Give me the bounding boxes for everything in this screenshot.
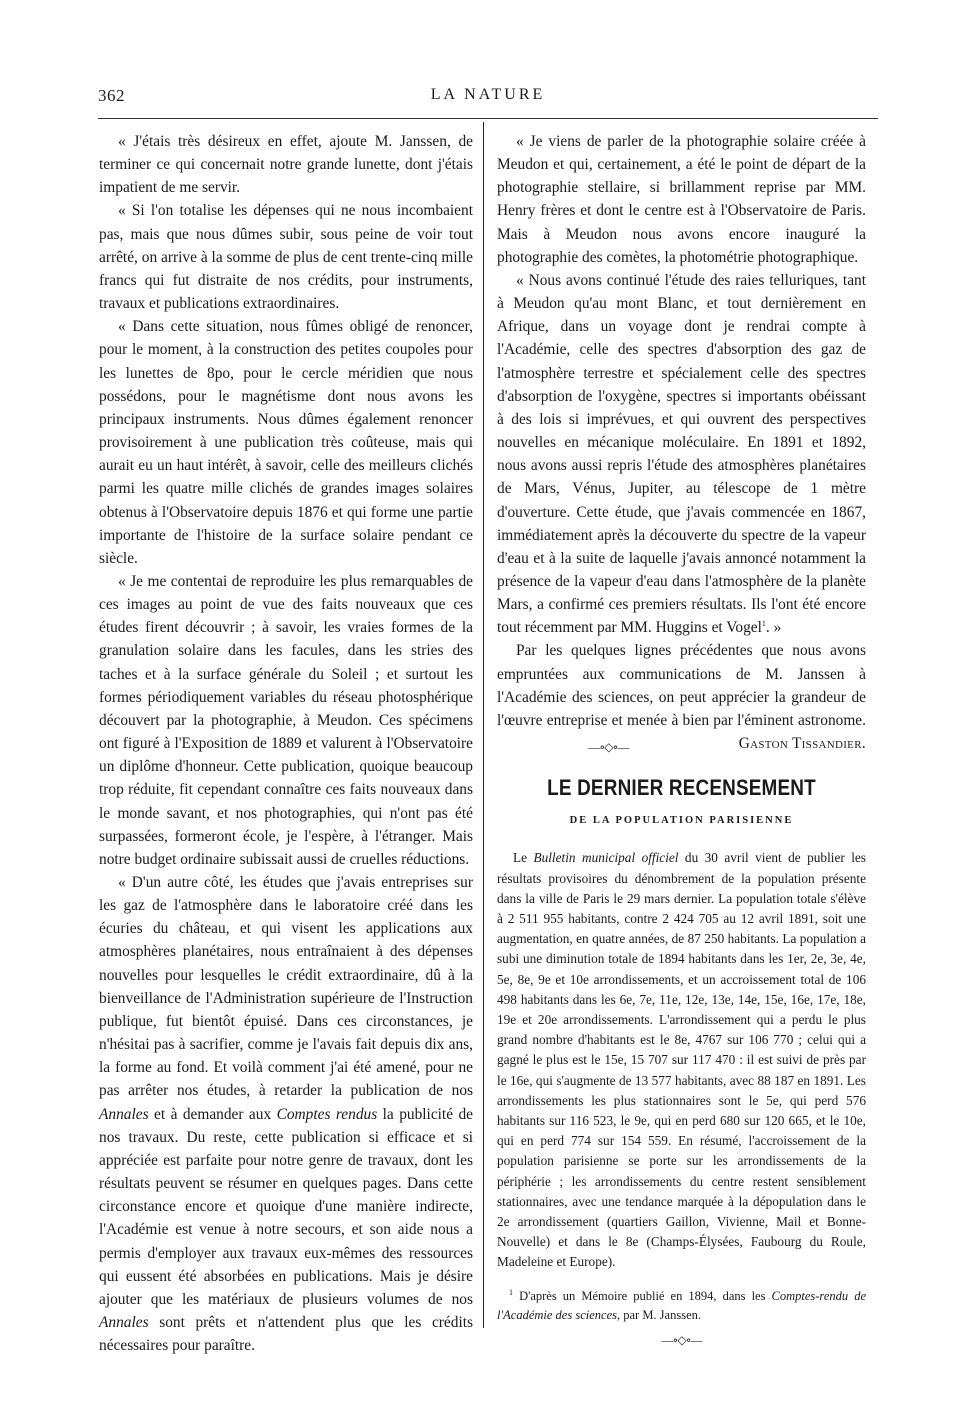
- text-run: . »: [765, 619, 782, 637]
- paragraph: « Je me contentai de reproduire les plus remarquables de ces images au point de vue des faits nouveaux que ces études firent découvrir ; à savoir, les vraies formes de la granulation solaire dans les facules, dans les stries des taches et à la surface générale du Soleil ; et surtout les formes périodiquement variables du réseau photosphérique découvert par la photographie, à Meudon. Ces spécimens ont figuré à l'Exposition de 1889 et valurent à l'Observatoire un diplôme d'honneur. Cette publication, quoique beaucoup trop réduite, fit cependant connaître ces faits nouveaux dans le monde savant, et nos photographies, qui n'ont pas été surpassées, formeront école, je l'espère, à l'étranger. Mais notre budget ordinaire subissait aussi de cruelles réductions.: [99, 572, 473, 868]
- ornament-divider: —∘◇∘—: [661, 1332, 702, 1347]
- footnote-text: [497, 1287, 866, 1325]
- text-run: « Nous avons continué l'étude des raies telluriques, tant à Meudon qu'au mont Blanc, et tout dernièrement en Afrique, dans un voyage dont je rendrai compte à l'Académie, celle des spectres d'absorption des gaz de l'atmosphère terrestre et spécialement celle des spectres d'absorption de l'oxygène, spectres si importants obéissant à des lois si imprévues, et qui ouvrent des perspectives nouvelles en mécanique moléculaire. En 1891 et 1892, nous avons aussi repris l'étude des atmosphères planétaires de Mars, Vénus, Jupiter, au télescope de 1 mètre d'ouverture. Cette étude, que j'avais commencée en 1867, immédiatement après la découverte du spectre de la vapeur d'eau et à la suite de laquelle j'avais annoncé notamment la présence de la vapeur d'eau dans l'atmosphère de la planète Mars, a confirmé ces premiers résultats. Ils l'ont été encore tout récemment par MM. Huggins et Vogel: [497, 271, 866, 637]
- running-title: LA NATURE: [430, 86, 546, 103]
- text-run: sont prêts et n'attendent plus que les crédits nécessaires pour paraître.: [99, 1313, 473, 1355]
- paragraph: « Dans cette situation, nous fûmes obligé de renoncer, pour le moment, à la construction des petites coupoles pour les lunettes de 8po, pour le cercle méridien que nous possédons, pour le magnétisme dont nous avons les principaux instruments. Nous dûmes également renoncer provisoirement à une publication très coûteuse, mais qui aurait eu un haut intérêt, à savoir, celle des meilleurs clichés parmi les quatre mille clichés de grandes images solaires obtenus à l'Observatoire depuis 1876 et qui forme une partie importante de l'histoire de la surface solaire pendant ce siècle.: [99, 318, 473, 567]
- paragraph: [497, 639, 866, 753]
- article-body: [497, 848, 866, 1272]
- paragraph: [497, 848, 866, 1272]
- text-run: , par M. Janssen.: [616, 1307, 701, 1322]
- text-run: « D'un autre côté, les études que j'avais entreprises sur les gaz de l'atmosphère dans le laboratoire créé dans les écuries du château, et qui visent les applications aux atmosphères planétaires, nous entraînaient à des dépenses nouvelles pour lesquelles le crédit extraordinaire, dû à la bienveillance de l'Administration supérieure de l'Instruction publique, fut bientôt épuisé. Dans ces circonstances, je n'hésitai pas à sacrifier, comme je l'avais fait depuis dix ans, la forme au fond. Et voilà comment j'ai été amené, pour ne pas arrêter nos études, à retarder la publication de nos: [99, 874, 473, 1100]
- article-title: LE DERNIER RECENSEMENT: [547, 775, 816, 801]
- header-rule: [98, 118, 878, 119]
- italic-title: Comptes-rendu de l'Académie des sciences: [497, 1288, 866, 1322]
- italic-title: Annales: [99, 1313, 149, 1331]
- footnote-reference[interactable]: 1: [761, 619, 766, 629]
- text-run: la publicité de nos travaux. Du reste, cette publication si efficace et si appréciée est parfaite pour notre genre de travaux, dont les résultats peuvent se résumer en quelques pages. Dans cette circonstance encore et quoique d'une manière indirecte, l'Académie est venue à notre secours, et son aide nous a permis d'employer aux travaux eux-mêmes des ressources qui eussent été absorbées en publications. Mais je désire ajouter que les matériaux de plusieurs volumes de nos: [99, 1105, 473, 1308]
- text-run: du 30 avril vient de publier les résultats provisoires du dénombrement de la population présente dans la ville de Paris le 29 mars dernier. La population totale s'élève à 2 511 955 habitants, contre 2 424 705 au 12 avril 1891, soit une augmentation, en quatre années, de 87 250 habitants. La population a subi une diminution totale de 1894 habitants dans les 1er, 2e, 3e, 4e, 5e, 8e, 9e et 10e arrondissements, et un accroissement total de 106 498 habitants dans les 6e, 7e, 11e, 12e, 13e, 14e, 15e, 16e, 17e, 18e, 19e et 20e arrondissements. L'arrondissement qui a perdu le plus grand nombre d'habitants est le 8e, 4767 sur 106 770 ; celui qui a gagné le plus est le 15e, 15 707 sur 117 470 : il est suivi de près par le 16e, qui s'augmente de 13 577 habitants, avec 88 187 en 1891. Les arrondissements les plus stationnaires sont le 5e, qui perd 576 habitants sur 116 523, le 9e, qui en perd 680 sur 120 665, et le 10e, qui en perd 774 sur 154 559. En résumé, l'accroissement de la population parisienne se porte sur les arrondissements de la périphérie ; les arrondissements du centre restent sensiblement stationnaires, avec une tendance marquée à la dépopulation dans le 2e arrondissement (quartiers Gaillon, Vivienne, Mail et Bonne-Nouvelle) et dans le 8e (Champs-Élysées, Faubourg du Roule, Madeleine et Europe).: [497, 850, 866, 1270]
- paragraph: [497, 269, 866, 640]
- text-run: D'après un Mémoire publié en 1894, dans les: [513, 1288, 772, 1303]
- footnote-marker: 1: [509, 1287, 513, 1297]
- text-run: Par les quelques lignes précédentes que nous avons empruntées aux communications de M. Janssen à l'Académie des sciences, on peut apprécier la grandeur de l'œuvre entreprise et menée à bien par l'éminent astronome.: [497, 642, 866, 729]
- paragraph: « Je viens de parler de la photographie solaire créée à Meudon et qui, certainement, a été le point de départ de la photographie stellaire, si brillamment reprise par MM. Henry frères et dont le centre est à l'Observatoire de Paris. Mais à Meudon nous avons encore inauguré la photographie des comètes, la photométrie photographique.: [497, 133, 866, 266]
- left-column: [99, 130, 473, 1357]
- right-column: [497, 130, 866, 1353]
- footnote: [497, 1287, 866, 1325]
- paragraph: « Si l'on totalise les dépenses qui ne nous incombaient pas, mais que nous dûmes subir, sous peine de voir tout arrêté, on arrive à la somme de plus de cent trente-cinq mille francs qui fut distraite de nos crédits, pour instruments, travaux et publications extraordinaires.: [99, 202, 473, 313]
- author-signature: Gaston Tissandier.: [738, 735, 866, 753]
- ornament-divider: —∘◇∘—: [588, 740, 629, 755]
- paragraph: [99, 871, 473, 1357]
- italic-title: Bulletin municipal officiel: [533, 850, 679, 866]
- text-run: Le: [513, 850, 534, 866]
- article-subtitle: DE LA POPULATION PARISIENNE: [569, 815, 794, 827]
- text-run: et à demander aux: [148, 1105, 277, 1123]
- italic-title: Annales: [99, 1105, 149, 1123]
- page-number: 362: [98, 86, 125, 105]
- page-header: [98, 86, 878, 112]
- paragraph: « J'étais très désireux en effet, ajoute M. Janssen, de terminer ce qui concernait notre grande lunette, dont j'étais impatient de me servir.: [99, 133, 473, 197]
- column-divider: [483, 122, 484, 1328]
- italic-title: Comptes rendus: [276, 1105, 378, 1123]
